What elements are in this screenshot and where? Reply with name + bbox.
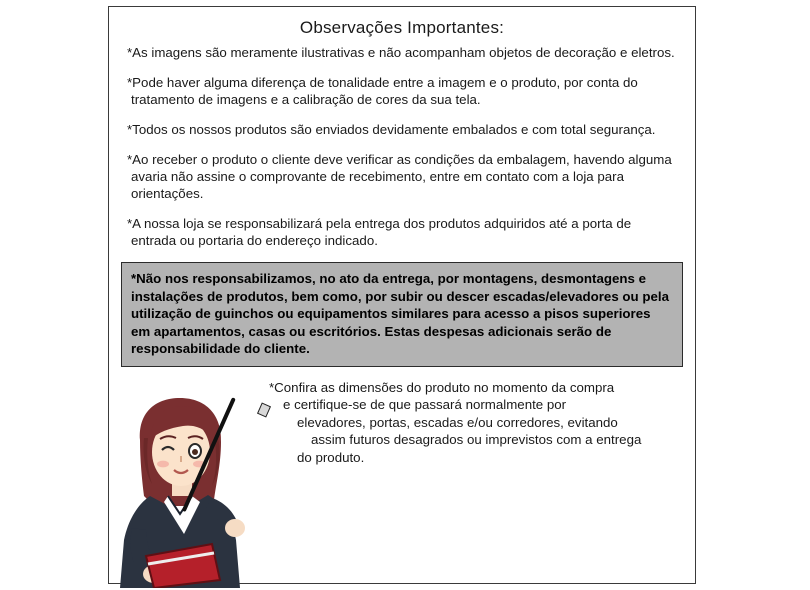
note-paragraph-5: *A nossa loja se responsabilizará pela entrega dos produtos adquiridos até a porta de entrada ou portaria do endereço indicado. — [127, 216, 632, 248]
note-paragraph-3: *Todos os nossos produtos são enviados devidamente embalados e com total segurança. — [127, 122, 656, 137]
note-paragraph-1: *As imagens são meramente ilustrativas e não acompanham objetos de decoração e eletros. — [127, 45, 675, 60]
note-paragraph-2: *Pode haver alguma diferença de tonalidade entre a imagem e o produto, por conta do tratamento de imagens e a calibração de cores da sua tela. — [127, 75, 638, 107]
page-title: Observações Importantes: — [299, 18, 505, 37]
dimensions-note-line-5: do produto. — [297, 449, 365, 465]
liability-highlight-box — [121, 262, 683, 367]
woman-with-pointer-illustration — [88, 388, 288, 588]
dimensions-note-line-1: *Confira as dimensões do produto no momento da compra — [269, 379, 615, 395]
liability-highlight-text: *Não nos responsabilizamos, no ato da entrega, por montagens, desmontagens e instalações de produtos, bem como, por subir ou descer escadas/elevadores ou pela utilização de guinchos ou equipamentos similares para acesso a pisos superiores em apartamentos, casas ou escritórios. Estas despesas adicionais serão de responsabilidade do cliente. — [131, 271, 669, 356]
note-paragraph-4: *Ao receber o produto o cliente deve verificar as condições da embalagem, havendo alguma avaria não assine o comprovante de recebimento, entre em contato com a loja para orientações. — [127, 152, 672, 201]
dimensions-note-line-2: e certifique-se de que passará normalmente por — [283, 397, 567, 412]
dimensions-note-line-4: assim futuros desagrados ou imprevistos com a entrega — [311, 432, 642, 447]
dimensions-note — [269, 379, 679, 467]
dimensions-note-line-3: elevadores, portas, escadas e/ou corredores, evitando — [297, 414, 618, 430]
